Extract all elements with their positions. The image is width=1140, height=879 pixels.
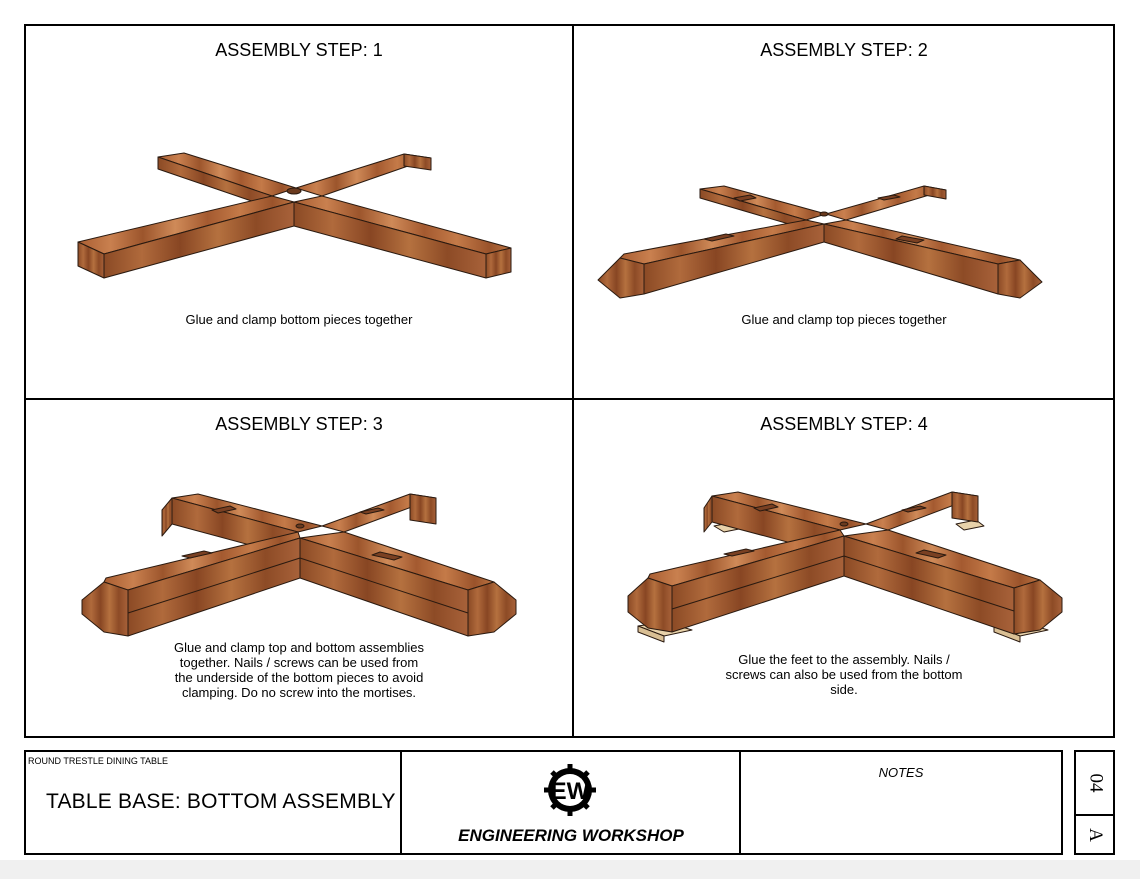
caption-line: clamping. Do no screw into the mortises. <box>181 685 417 700</box>
gear-logo-icon <box>530 760 610 820</box>
caption-line: Glue the feet to the assembly. Nails / <box>738 652 950 667</box>
step-2-illustration <box>574 26 1114 398</box>
step-2-caption <box>574 312 1114 327</box>
step-3-title: ASSEMBLY STEP: 3 <box>215 414 383 434</box>
sheet-number: 04 <box>1085 773 1106 793</box>
step-1-illustration <box>26 26 572 398</box>
step-4-title: ASSEMBLY STEP: 4 <box>760 414 928 434</box>
step-4-panel <box>574 400 1114 736</box>
caption-line: Glue and clamp top pieces together <box>741 312 947 327</box>
caption-line: the underside of the bottom pieces to avoid <box>174 670 424 685</box>
step-1-panel <box>26 26 572 398</box>
svg-text:EW: EW <box>550 778 590 805</box>
step-4-caption <box>574 652 1114 697</box>
notes-label: NOTES <box>878 765 924 780</box>
step-3-panel <box>26 400 572 736</box>
step-2-panel <box>574 26 1114 398</box>
revision-letter: A <box>1084 828 1106 842</box>
drawing-title: TABLE BASE: BOTTOM ASSEMBLY <box>46 790 396 813</box>
sheet-number-cell <box>1076 752 1114 814</box>
revision-cell <box>1076 816 1114 854</box>
project-name: ROUND TRESTLE DINING TABLE <box>28 756 169 766</box>
brand-name: ENGINEERING WORKSHOP <box>458 826 684 845</box>
caption-line: together. Nails / screws can be used from <box>179 655 419 670</box>
caption-line: Glue and clamp bottom pieces together <box>185 312 413 327</box>
step-1-caption <box>26 312 572 327</box>
caption-line: screws can also be used from the bottom <box>725 667 963 682</box>
bottom-shade <box>0 860 1140 879</box>
caption-line: Glue and clamp top and bottom assemblies <box>173 640 425 655</box>
step-3-caption <box>26 640 572 700</box>
step-2-title: ASSEMBLY STEP: 2 <box>760 40 928 60</box>
step-1-title: ASSEMBLY STEP: 1 <box>215 40 383 60</box>
caption-line: side. <box>830 682 858 697</box>
